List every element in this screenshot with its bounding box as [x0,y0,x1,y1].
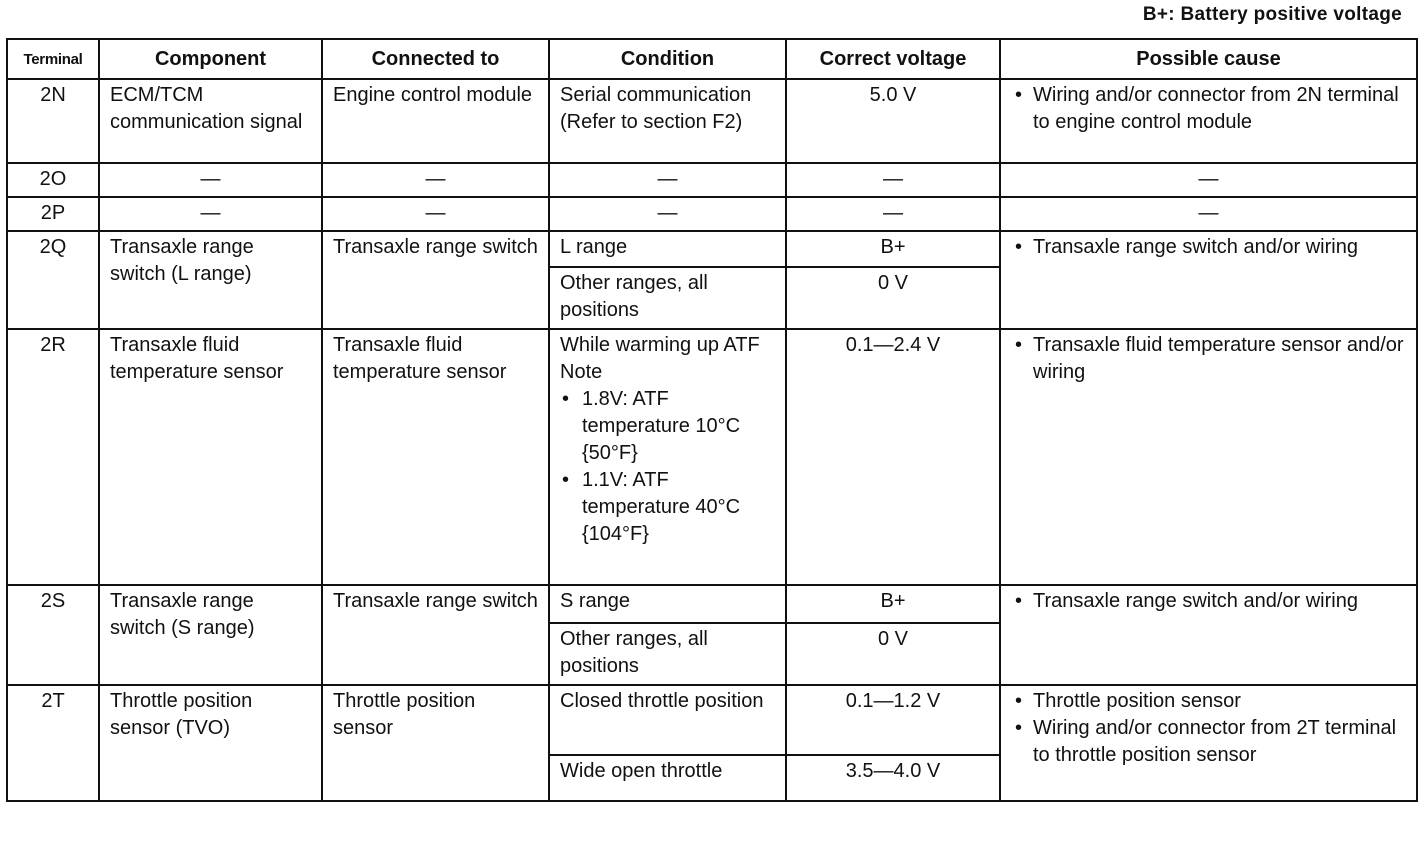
component-cell: Transaxle range switch (L range) [99,231,322,329]
table-row [7,685,1417,755]
cause-cell [1000,685,1417,801]
note-label: Note [560,361,603,383]
cause-cell [1000,231,1417,329]
cause-cell: — [1000,197,1417,231]
condition-cell: S range [549,585,786,623]
connected-to-cell: Transaxle range switch [322,585,549,685]
cause-item: • Transaxle range switch and/or wiring [1011,234,1406,261]
table-row [7,163,1417,197]
condition-cell: L range [549,231,786,267]
table-row [7,329,1417,585]
terminal-cell: 2S [7,585,99,685]
terminal-cell: 2O [7,163,99,197]
voltage-cell: B+ [786,231,1000,267]
header-correct-voltage: Correct voltage [786,39,1000,79]
component-cell: ECM/TCM communication signal [99,79,322,163]
cause-cell [1000,79,1417,163]
connected-to-cell: — [322,197,549,231]
condition-cell: Wide open throttle [549,755,786,801]
component-cell: Throttle position sensor (TVO) [99,685,322,801]
condition-cell: Other ranges, all positions [549,267,786,329]
cause-item: • Transaxle range switch and/or wiring [1011,588,1406,615]
table-row [7,585,1417,623]
cause-cell [1000,329,1417,585]
voltage-cell: 0 V [786,623,1000,685]
condition-cell: — [549,163,786,197]
cause-cell: — [1000,163,1417,197]
header-terminal: Terminal [7,39,99,79]
cause-item: • Wiring and/or connector from 2N terminal to engine control module [1011,82,1406,136]
connected-to-cell: Throttle position sensor [322,685,549,801]
connected-to-cell: Transaxle fluid temperature sensor [322,329,549,585]
cause-item: • Throttle position sensor [1011,688,1406,715]
terminal-cell: 2P [7,197,99,231]
header-component: Component [99,39,322,79]
voltage-cell: 0 V [786,267,1000,329]
header-connected-to: Connected to [322,39,549,79]
component-cell: — [99,197,322,231]
voltage-cell: — [786,163,1000,197]
table-row [7,79,1417,163]
table-header-row [7,39,1417,79]
voltage-cell: 5.0 V [786,79,1000,163]
component-cell: Transaxle fluid temperature sensor [99,329,322,585]
component-cell: Transaxle range switch (S range) [99,585,322,685]
table-row [7,231,1417,267]
voltage-cell: — [786,197,1000,231]
cause-cell [1000,585,1417,685]
terminal-cell: 2T [7,685,99,801]
connected-to-cell: Engine control module [322,79,549,163]
connected-to-cell: — [322,163,549,197]
terminal-cell: 2R [7,329,99,585]
header-condition: Condition [549,39,786,79]
legend-note: B+: Battery positive voltage [1142,4,1402,25]
condition-main-text: While warming up ATF [560,334,760,356]
condition-cell [549,329,786,585]
voltage-cell: B+ [786,585,1000,623]
condition-cell: Closed throttle position [549,685,786,755]
cause-item: • Wiring and/or connector from 2T terminal to throttle position sensor [1011,715,1406,769]
condition-cell: — [549,197,786,231]
note-item: • 1.1V: ATF temperature 40°C {104°F} [560,467,775,548]
terminal-cell: 2Q [7,231,99,329]
header-possible-cause: Possible cause [1000,39,1417,79]
note-item: • 1.8V: ATF temperature 10°C {50°F} [560,386,775,467]
condition-cell: Serial communication (Refer to section F2) [549,79,786,163]
voltage-cell: 3.5—4.0 V [786,755,1000,801]
voltage-cell: 0.1—2.4 V [786,329,1000,585]
cause-item: • Transaxle fluid temperature sensor and/or wiring [1011,332,1406,386]
voltage-cell: 0.1—1.2 V [786,685,1000,755]
terminal-voltage-table [6,38,1418,802]
table-row [7,197,1417,231]
connected-to-cell: Transaxle range switch [322,231,549,329]
terminal-cell: 2N [7,79,99,163]
condition-cell: Other ranges, all positions [549,623,786,685]
component-cell: — [99,163,322,197]
